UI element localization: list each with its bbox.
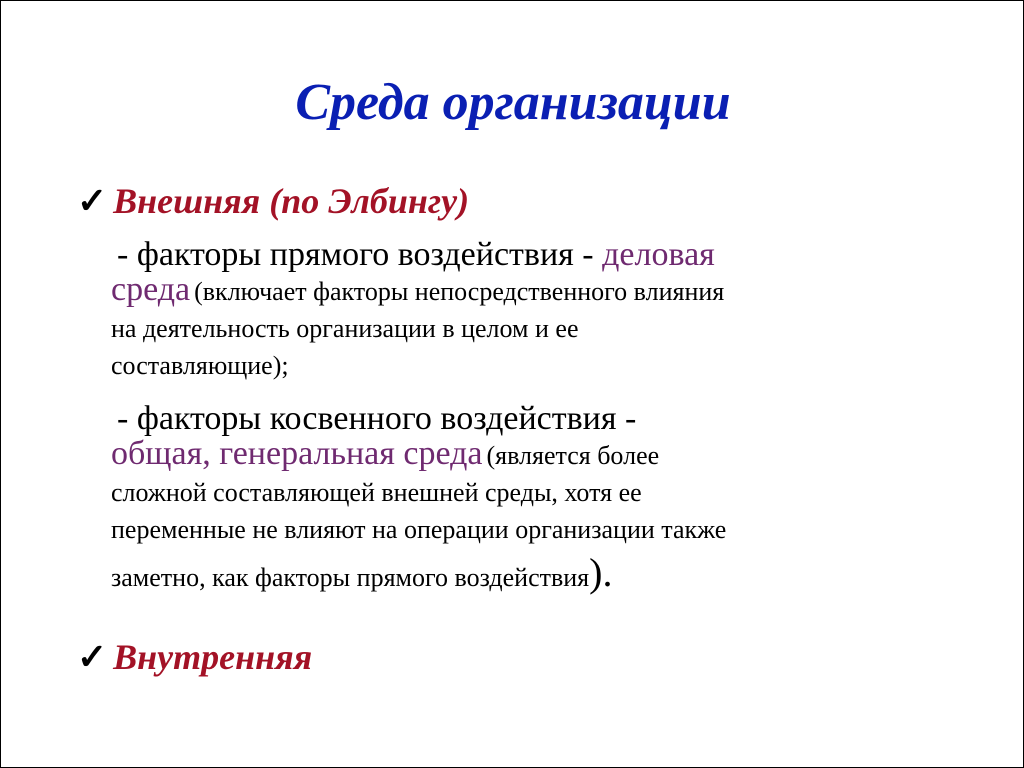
bullet-internal-label: Внутренняя — [113, 637, 313, 677]
business-environment-term: деловая — [602, 236, 715, 273]
direct-desc-line2: на деятельность организации в целом и ее — [111, 314, 579, 343]
slide-title: Среда организации — [295, 74, 731, 131]
checkmark-icon: ✓ — [77, 637, 108, 677]
indirect-factors-block — [111, 401, 971, 598]
indirect-desc-line1: (является более — [486, 441, 660, 470]
direct-factors-lead-text: - факторы прямого воздействия - — [117, 236, 594, 273]
indirect-desc-line4-text: заметно, как факторы прямого воздействия — [111, 563, 590, 592]
checkmark-icon: ✓ — [77, 181, 108, 221]
direct-desc-line1: (включает факторы непосредственного влияния — [194, 277, 725, 306]
bullet-internal — [77, 635, 312, 679]
bullet-external — [77, 179, 469, 223]
bullet-external-label: Внешняя (по Элбингу) — [113, 181, 470, 221]
indirect-desc-line3: переменные не влияют на операции организации также — [111, 515, 727, 544]
direct-desc-line3: составляющие); — [111, 351, 289, 380]
general-environment-term: общая, генеральная среда — [111, 435, 483, 472]
indirect-factors-lead: - факторы косвенного воздействия - — [117, 400, 637, 437]
indirect-desc-line4 — [111, 550, 613, 595]
direct-factors-block — [111, 237, 971, 386]
indirect-desc-line2: сложной составляющей внешней среды, хотя ее — [111, 478, 642, 507]
business-environment-term-cont: среда — [111, 271, 191, 308]
direct-factors-lead — [111, 237, 971, 273]
indirect-desc-closing: ). — [589, 550, 613, 595]
